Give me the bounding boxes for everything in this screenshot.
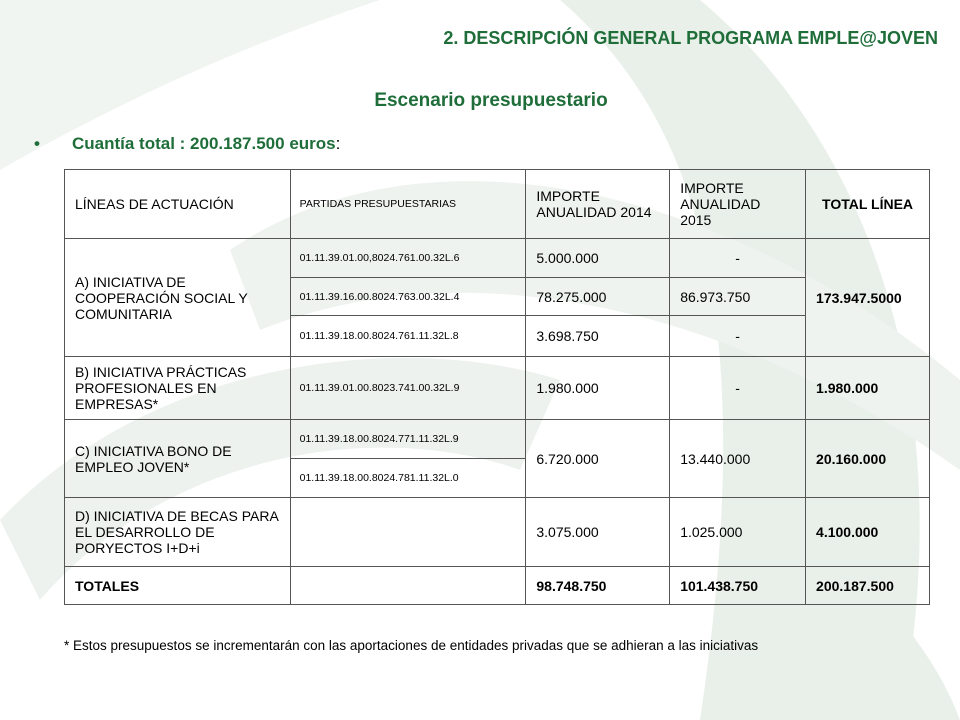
line-a-partida-2: 01.11.39.16.00.8024.763.00.32L.4 — [290, 278, 526, 316]
header-total-linea: TOTAL LÍNEA — [806, 170, 930, 239]
section-title: 2. DESCRIPCIÓN GENERAL PROGRAMA EMPLE@JOVEN — [443, 28, 938, 48]
budget-table — [64, 169, 930, 605]
footnote: * Estos presupuestos se incrementarán con las aportaciones de entidades privadas que se adhieran a las iniciativas — [64, 638, 759, 653]
table-row — [65, 498, 930, 567]
totales-importe-2015: 101.438.750 — [670, 567, 806, 605]
totales-partida-empty — [290, 567, 526, 605]
line-a-label: A) INICIATIVA DE COOPERACIÓN SOCIAL Y COMUNITARIA — [65, 239, 291, 357]
table-header-row — [65, 170, 930, 239]
totales-importe-2014: 98.748.750 — [526, 567, 670, 605]
page-subtitle: Escenario presupuestario — [374, 90, 608, 111]
line-c-importe-2014: 6.720.000 — [526, 420, 670, 498]
line-c-partida-2: 01.11.39.18.00.8024.781.11.32L.0 — [290, 459, 526, 498]
line-a-importe-2014-1: 5.000.000 — [526, 239, 670, 278]
total-amount-text: Cuantía total : 200.187.500 euros — [72, 134, 336, 153]
total-amount-colon: : — [335, 134, 341, 153]
line-a-total: 173.947.5000 — [806, 239, 930, 357]
bullet-dot-icon: • — [34, 134, 40, 153]
line-d-partida — [290, 498, 526, 567]
total-amount-bullet — [34, 134, 340, 154]
header-importe-2015: IMPORTE ANUALIDAD 2015 — [670, 170, 806, 239]
line-c-importe-2015: 13.440.000 — [670, 420, 806, 498]
line-b-importe-2015: - — [670, 357, 806, 420]
line-b-partida: 01.11.39.01.00.8023.741.00.32L.9 — [290, 357, 526, 420]
line-a-importe-2015-3: - — [670, 316, 806, 357]
line-d-label: D) INICIATIVA DE BECAS PARA EL DESARROLLO DE PORYECTOS I+D+i — [65, 498, 291, 567]
header-lineas: LÍNEAS DE ACTUACIÓN — [65, 170, 291, 239]
line-d-importe-2014: 3.075.000 — [526, 498, 670, 567]
line-b-total: 1.980.000 — [806, 357, 930, 420]
table-row — [65, 420, 930, 459]
line-b-label: B) INICIATIVA PRÁCTICAS PROFESIONALES EN EMPRESAS* — [65, 357, 291, 420]
line-a-partida-1: 01.11.39.01.00,8024.761.00.32L.6 — [290, 239, 526, 278]
line-c-total: 20.160.000 — [806, 420, 930, 498]
totales-label: TOTALES — [65, 567, 291, 605]
table-row — [65, 239, 930, 278]
line-d-total: 4.100.000 — [806, 498, 930, 567]
line-a-importe-2015-2: 86.973.750 — [670, 278, 806, 316]
table-totals-row — [65, 567, 930, 605]
line-a-importe-2014-3: 3.698.750 — [526, 316, 670, 357]
line-c-label: C) INICIATIVA BONO DE EMPLEO JOVEN* — [65, 420, 291, 498]
header-partidas: PARTIDAS PRESUPUESTARIAS — [290, 170, 526, 239]
table-row — [65, 357, 930, 420]
totales-total: 200.187.500 — [806, 567, 930, 605]
header-importe-2014: IMPORTE ANUALIDAD 2014 — [526, 170, 670, 239]
line-b-importe-2014: 1.980.000 — [526, 357, 670, 420]
line-a-importe-2014-2: 78.275.000 — [526, 278, 670, 316]
line-d-importe-2015: 1.025.000 — [670, 498, 806, 567]
line-a-importe-2015-1: - — [670, 239, 806, 278]
line-c-partida-1: 01.11.39.18.00.8024.771.11.32L.9 — [290, 420, 526, 459]
line-a-partida-3: 01.11.39.18.00.8024.761.11.32L.8 — [290, 316, 526, 357]
